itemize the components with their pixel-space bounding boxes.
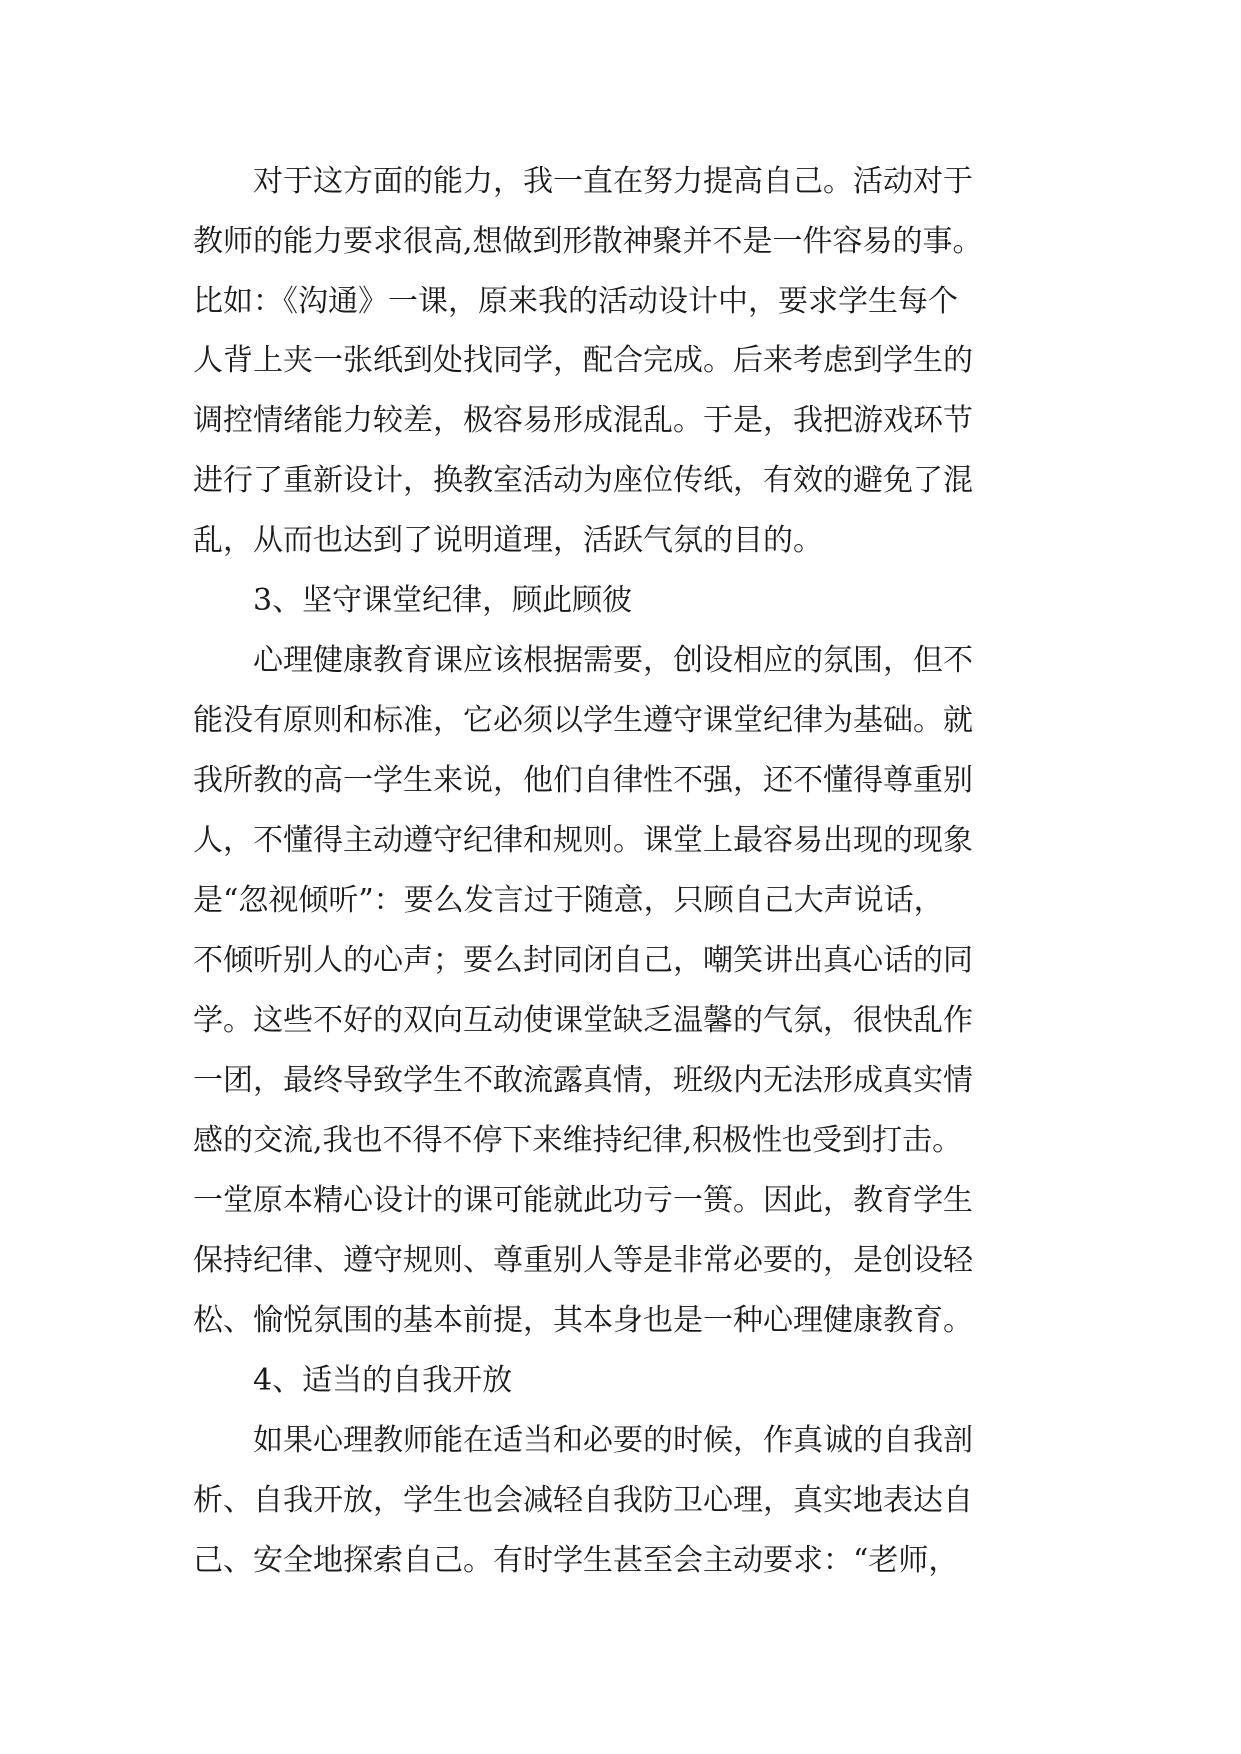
section-heading: 3、坚守课堂纪律，顾此顾彼 — [253, 583, 633, 618]
paragraph-line: 一堂原本精心设计的课可能就此功亏一篑。因此，教育学生 — [193, 1183, 973, 1218]
paragraph-line: 乱，从而也达到了说明道理，活跃气氛的目的。 — [193, 523, 823, 558]
paragraph-line: 学。这些不好的双向互动使课堂缺乏温馨的气氛，很快乱作 — [193, 1003, 973, 1038]
paragraph-line: 教师的能力要求很高,想做到形散神聚并不是一件容易的事。 — [193, 224, 983, 259]
paragraph-line: 人，不懂得主动遵守纪律和规则。课堂上最容易出现的现象 — [193, 823, 973, 858]
paragraph-line: 感的交流,我也不得不停下来维持纪律,积极性也受到打击。 — [193, 1123, 963, 1158]
section-heading: 4、适当的自我开放 — [253, 1363, 513, 1398]
paragraph-line: 能没有原则和标准，它必须以学生遵守课堂纪律为基础。就 — [193, 703, 973, 738]
paragraph-line: 不倾听别人的心声；要么封同闭自己，嘲笑讲出真心话的同 — [193, 943, 973, 978]
paragraph-line: 人背上夹一张纸到处找同学，配合完成。后来考虑到学生的 — [193, 343, 973, 378]
paragraph-line: 析、自我开放，学生也会减轻自我防卫心理，真实地表达自 — [193, 1483, 973, 1518]
paragraph-line: 保持纪律、遵守规则、尊重别人等是非常必要的，是创设轻 — [193, 1243, 973, 1278]
paragraph-line: 如果心理教师能在适当和必要的时候，作真诚的自我剖 — [253, 1423, 973, 1458]
paragraph-line: 我所教的高一学生来说，他们自律性不强，还不懂得尊重别 — [193, 763, 973, 798]
paragraph-line: 一团，最终导致学生不敢流露真情，班级内无法形成真实情 — [193, 1063, 973, 1098]
paragraph-line: 己、安全地探索自己。有时学生甚至会主动要求：“老师， — [193, 1543, 959, 1578]
paragraph-line: 是“忽视倾听”：要么发言过于随意，只顾自己大声说话， — [193, 883, 944, 918]
paragraph-line: 心理健康教育课应该根据需要，创设相应的氛围，但不 — [253, 643, 973, 678]
paragraph-line: 进行了重新设计，换教室活动为座位传纸，有效的避免了混 — [193, 463, 973, 498]
paragraph-line: 比如：《沟通》一课，原来我的活动设计中，要求学生每个 — [193, 284, 958, 319]
paragraph-line: 调控情绪能力较差，极容易形成混乱。于是，我把游戏环节 — [193, 403, 973, 438]
paragraph-line: 松、愉悦氛围的基本前提，其本身也是一种心理健康教育。 — [193, 1303, 973, 1338]
paragraph-line: 对于这方面的能力，我一直在努力提高自己。活动对于 — [253, 164, 973, 199]
